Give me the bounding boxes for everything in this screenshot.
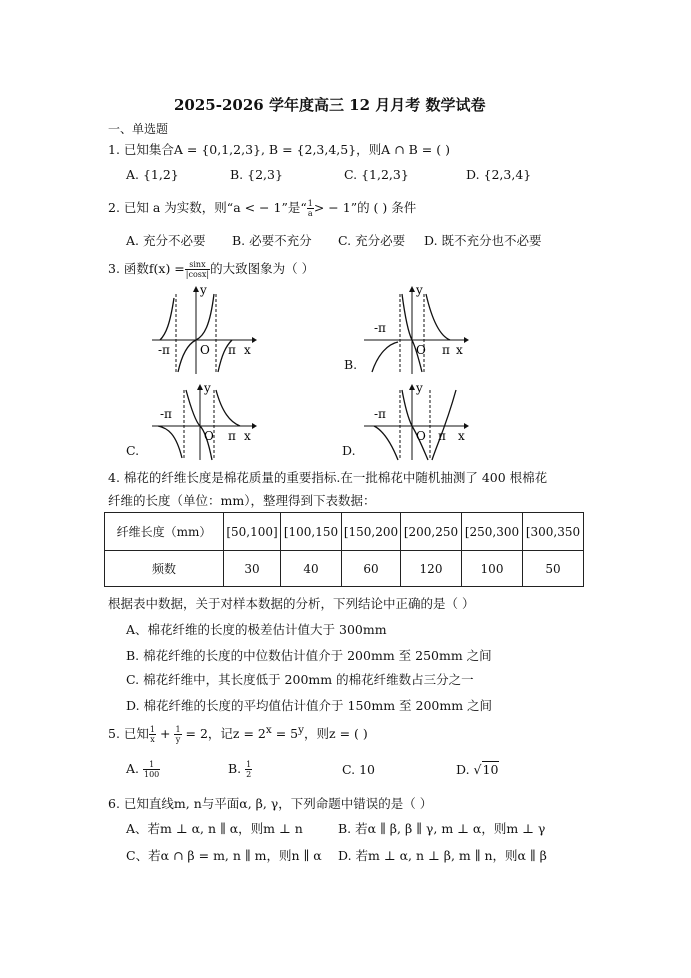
q1-option-c[interactable]: C. {1,2,3}: [344, 167, 409, 182]
q2-option-d[interactable]: D. 既不充分也不必要: [424, 233, 542, 248]
graph-a-y-label: y: [200, 284, 207, 297]
q6-option-a[interactable]: A、若m ⊥ α, n ∥ α，则m ⊥ n: [126, 821, 303, 836]
table-row-label: 频数: [105, 551, 224, 587]
q5-optb-num: 1: [246, 760, 252, 769]
q5-optb-den: 2: [246, 770, 252, 779]
graph-c-y-label: y: [204, 382, 211, 395]
q3-stem-a: 3. 函数f(x) =: [108, 261, 185, 276]
table-row-frequency: [105, 551, 584, 587]
graph-d-x-label: x: [458, 429, 465, 443]
q3-label-c[interactable]: C.: [126, 443, 140, 458]
q3-graph-d[interactable]: [360, 382, 470, 462]
q4-frequency-table: [104, 512, 584, 587]
q5-option-a-label: A.: [126, 761, 140, 776]
graph-c-origin: O: [204, 429, 214, 443]
graph-b-pi: π: [442, 343, 450, 357]
table-cell: 60: [342, 551, 401, 587]
q4-question: 根据表中数据，关于对样本数据的分析，下列结论中正确的是（ ）: [108, 596, 475, 611]
graph-d-origin: O: [416, 429, 426, 443]
graph-b-y-label: y: [416, 284, 423, 297]
q5-stem-c: = 5: [271, 726, 299, 742]
table-header-cell: [100,150: [281, 513, 342, 551]
q6-stem: 6. 已知直线m, n与平面α, β, γ，下列命题中错误的是（ ）: [108, 796, 433, 811]
graph-b-x-label: x: [456, 343, 463, 357]
table-header-cell: [150,200: [342, 513, 401, 551]
q5-option-d[interactable]: [456, 762, 499, 777]
q3-stem-b: 的大致图象为（ ）: [210, 261, 315, 276]
q5-stem-a: 5. 已知: [108, 726, 149, 742]
section-heading: 一、单选题: [108, 122, 169, 136]
graph-d-y-label: y: [416, 382, 423, 395]
table-header-cell: [300,350: [523, 513, 584, 551]
q5-exp-y: y: [298, 724, 305, 736]
table-cell: 30: [224, 551, 281, 587]
q5-stem-b: = 2，记z = 2: [185, 726, 266, 742]
sqrt-icon: √: [473, 762, 482, 777]
q4-option-a[interactable]: A、棉花纤维的长度的极差估计值大于 300mm: [126, 622, 387, 637]
q5-opta-num: 1: [143, 760, 160, 770]
q3-frac-den: |cosx|: [185, 270, 210, 279]
q5-optd-radicand: 10: [482, 762, 499, 777]
q6-option-c[interactable]: C、若α ∩ β = m, n ∥ m，则n ∥ α: [126, 848, 322, 863]
table-header-cell: [250,300: [462, 513, 523, 551]
q5-option-b[interactable]: [228, 760, 252, 779]
q5-stem-d: ，则z = ( ): [304, 726, 368, 742]
table-cell: 100: [462, 551, 523, 587]
q2-frac-num: 1: [307, 199, 313, 208]
q2-stem-a: 2. 已知 a 为实数，则“a < − 1”是“: [108, 200, 307, 215]
table-header-cell: [200,250: [401, 513, 462, 551]
q5-option-b-label: B.: [228, 761, 242, 776]
q6-option-b[interactable]: B. 若α ∥ β, β ∥ γ, m ⊥ α，则m ⊥ γ: [338, 821, 546, 836]
table-row-label: 纤维长度（mm）: [105, 513, 224, 551]
q5-exp-x: x: [265, 724, 272, 736]
q3-fraction: [185, 260, 210, 279]
q3-label-d[interactable]: D.: [342, 443, 356, 458]
q4-option-c[interactable]: C. 棉花纤维中，其长度低于 200mm 的棉花纤维数占三分之一: [126, 672, 474, 687]
q1-option-a[interactable]: A. {1,2}: [126, 167, 179, 182]
q5-frac1-den: x: [150, 735, 155, 745]
exam-title: 2025-2026 学年度高三 12 月月考 数学试卷: [174, 96, 486, 114]
q5-frac2-den: y: [175, 735, 181, 745]
graph-c-x-label: x: [244, 429, 251, 443]
q5-option-a-frac: [143, 760, 160, 779]
q5-option-a[interactable]: [126, 760, 160, 779]
q5-frac-2: [174, 725, 181, 744]
q4-stem-line2: 纤维的长度（单位：mm），整理得到下表数据：: [108, 493, 376, 508]
q5-plus: +: [159, 726, 171, 742]
q3-graph-b[interactable]: [360, 284, 470, 376]
table-header-cell: [50,100]: [224, 513, 281, 551]
table-row-length: [105, 513, 584, 551]
q6-option-d[interactable]: D. 若m ⊥ α, n ⊥ β, m ∥ n，则α ∥ β: [338, 848, 547, 863]
graph-b-neg-pi: -π: [374, 321, 386, 335]
graph-c-pi: π: [228, 429, 236, 443]
graph-a-neg-pi: -π: [158, 343, 170, 357]
q5-frac-1: [149, 725, 156, 744]
q5-frac2-num: 1: [175, 725, 181, 735]
q3-graph-c[interactable]: [148, 382, 258, 462]
q5-opta-den: 100: [144, 770, 160, 779]
graph-c-neg-pi: -π: [160, 407, 172, 421]
q2-frac-den: a: [307, 209, 313, 218]
q2-stem: [108, 198, 416, 218]
q2-option-b[interactable]: B. 必要不充分: [232, 233, 312, 248]
table-cell: 40: [281, 551, 342, 587]
q3-graph-a[interactable]: [148, 284, 258, 376]
table-cell: 120: [401, 551, 462, 587]
q5-option-b-frac: [245, 760, 252, 779]
table-cell: 50: [523, 551, 584, 587]
q3-frac-num: sinx: [185, 260, 210, 270]
graph-a-pi: π: [228, 343, 236, 357]
q1-option-b[interactable]: B. {2,3}: [230, 167, 283, 182]
graph-d-neg-pi: -π: [374, 407, 386, 421]
q5-option-d-label: D.: [456, 762, 470, 777]
graph-a-origin: O: [200, 343, 210, 357]
q3-label-b[interactable]: B.: [344, 357, 358, 372]
q2-stem-b: > − 1”的 ( ) 条件: [313, 200, 417, 215]
q1-stem: 1. 已知集合A = {0,1,2,3}, B = {2,3,4,5}，则A ∩ B = ( ): [108, 142, 450, 157]
q5-stem: [108, 724, 368, 744]
q4-stem-line1: 4. 棉花的纤维长度是棉花质量的重要指标.在一批棉花中随机抽测了 400 根棉花: [108, 470, 548, 485]
graph-a-x-label: x: [244, 343, 251, 357]
graph-d-pi: π: [438, 429, 446, 443]
q5-option-c[interactable]: C. 10: [342, 762, 375, 777]
q2-option-a[interactable]: A. 充分不必要: [126, 233, 206, 248]
q1-option-d[interactable]: D. {2,3,4}: [466, 167, 532, 182]
q3-stem: [108, 259, 314, 279]
q5-frac1-num: 1: [149, 725, 155, 735]
q4-option-b[interactable]: B. 棉花纤维的长度的中位数估计值介于 200mm 至 250mm 之间: [126, 648, 492, 663]
graph-b-origin: O: [416, 343, 426, 357]
q4-option-d[interactable]: D. 棉花纤维的长度的平均值估计值介于 150mm 至 200mm 之间: [126, 698, 493, 713]
q2-fraction: [307, 199, 314, 218]
q2-option-c[interactable]: C. 充分必要: [338, 233, 406, 248]
